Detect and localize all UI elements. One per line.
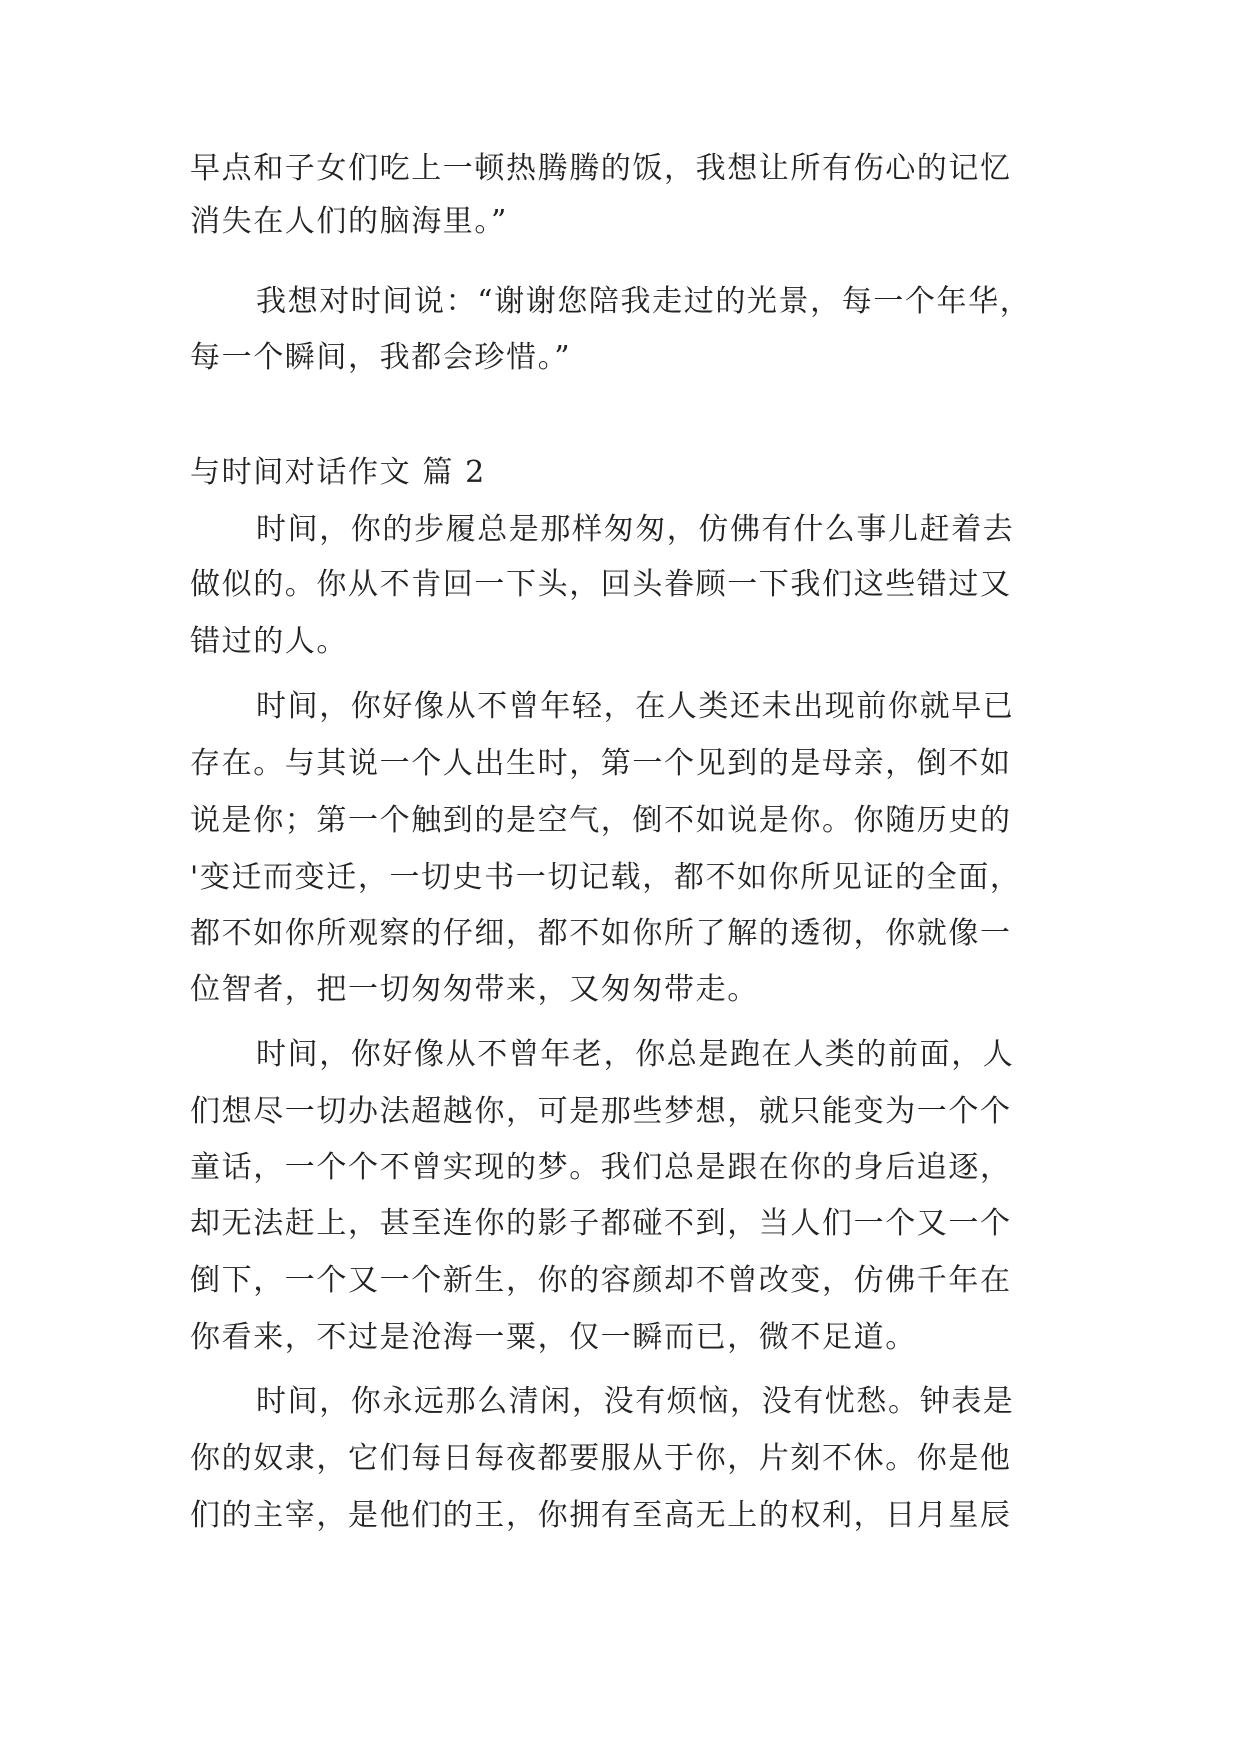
text-line: 错过的人。 [190,624,348,659]
text-line: 你看来，不过是沧海一粟，仅一瞬而已，微不足道。 [190,1320,917,1355]
text-line: 却无法赶上，甚至连你的影子都碰不到，当人们一个又一个 [190,1206,1012,1241]
text-line: 们的主宰，是他们的王，你拥有至高无上的权利，日月星辰 [190,1498,1012,1533]
text-line: 童话，一个个不曾实现的梦。我们总是跟在你的身后追逐， [190,1150,1012,1185]
text-line: 你的奴隶，它们每日每夜都要服从于你，片刻不休。你是他 [190,1441,1012,1476]
text-line: 倒下，一个又一个新生，你的容颜却不曾改变，仿佛千年在 [190,1263,1012,1298]
text-line: 我想对时间说：“谢谢您陪我走过的光景，每一个年华， [256,284,1032,319]
text-line: 做似的。你从不肯回一下头，回头眷顾一下我们这些错过又 [190,567,1012,602]
text-line: '变迁而变迁，一切史书一切记载，都不如你所见证的全面， [190,860,1022,895]
text-line: 时间，你的步履总是那样匆匆，仿佛有什么事儿赶着去 [256,512,1015,547]
text-line: 存在。与其说一个人出生时，第一个见到的是母亲，倒不如 [190,746,1012,781]
text-line: 时间，你好像从不曾年轻，在人类还未出现前你就早已 [256,689,1015,724]
text-line: 都不如你所观察的仔细，都不如你所了解的透彻，你就像一 [190,916,1012,951]
text-line: 时间，你永远那么清闲，没有烦恼，没有忧愁。钟表是 [256,1384,1015,1419]
text-line: 们想尽一切办法超越你，可是那些梦想，就只能变为一个个 [190,1094,1012,1129]
section-heading: 与时间对话作文 篇 2 [190,455,486,490]
text-line: 说是你；第一个触到的是空气，倒不如说是你。你随历史的 [190,803,1012,838]
text-line: 时间，你好像从不曾年老，你总是跑在人类的前面，人 [256,1037,1015,1072]
text-line: 每一个瞬间，我都会珍惜。” [190,340,572,375]
text-line: 消失在人们的脑海里。” [190,204,508,239]
text-line: 位智者，把一切匆匆带来，又匆匆带走。 [190,972,759,1007]
text-line: 早点和子女们吃上一顿热腾腾的饭，我想让所有伤心的记忆 [190,151,1012,186]
